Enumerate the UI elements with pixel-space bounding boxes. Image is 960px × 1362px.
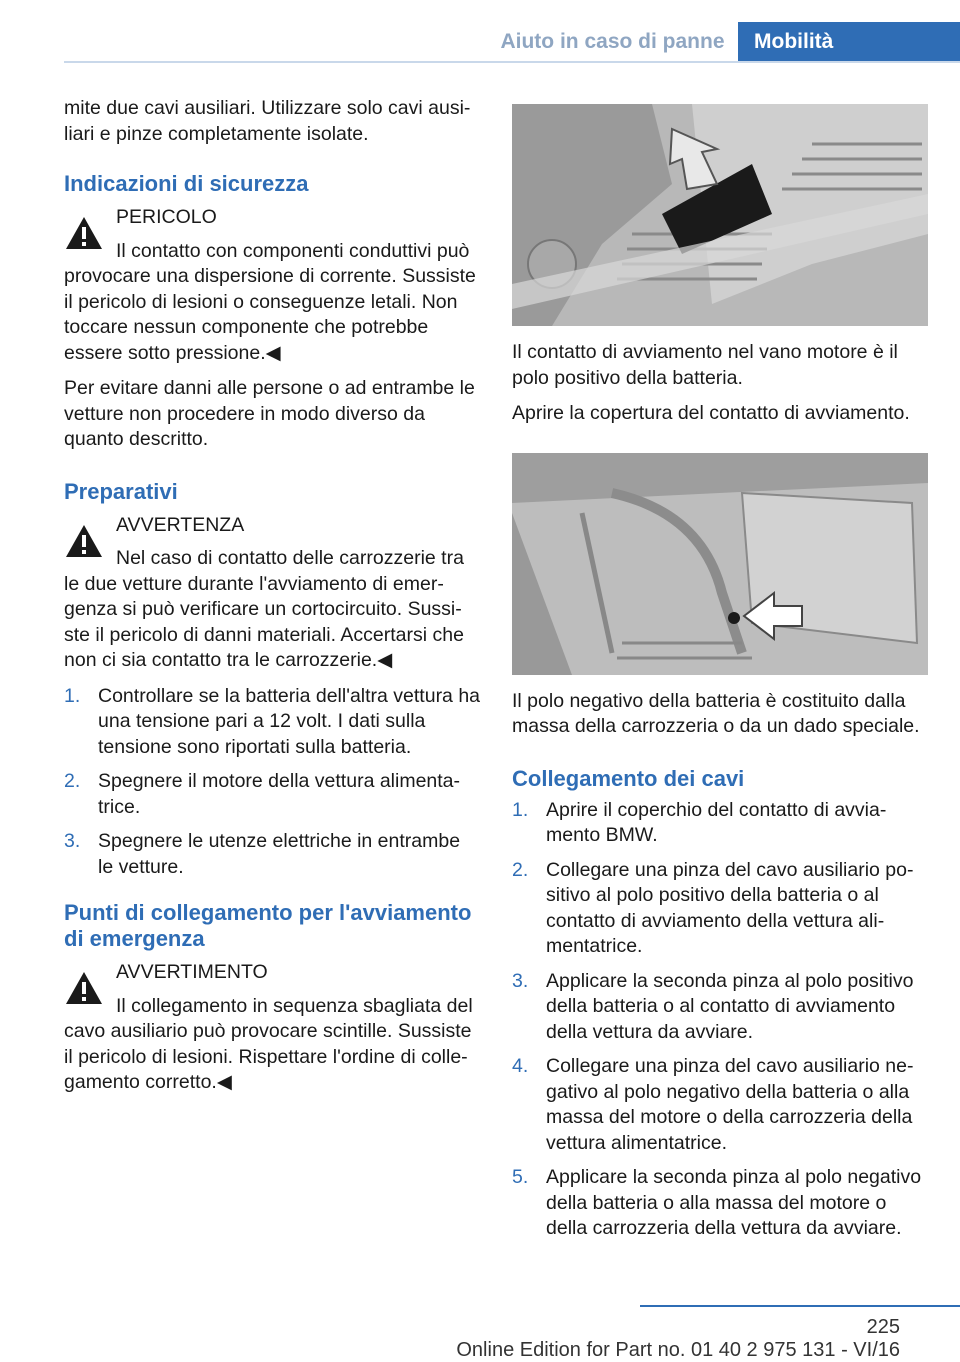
intro-paragraph: mite due cavi ausiliari. Utilizzare solo cavi ausiliari e pinze completamente isolate.	[64, 97, 471, 145]
step-text: Collegare una pinza del cavo ausiliario positivo al polo positivo della batteria o al contatto di avviamento della vettura alimentatrice.	[546, 858, 914, 957]
list-item	[512, 969, 930, 1046]
heading-cable-connection: Collegamento dei cavi	[512, 765, 745, 791]
step-text: Applicare la seconda pinza al polo positivo della batteria o al contatto di avviamento della vettura da avviare.	[546, 969, 914, 1043]
chapter-tab: Mobilità	[738, 22, 960, 62]
caption-negative-terminal: Il polo negativo della batteria è costituito dalla massa della carrozzeria o da un dado speciale.	[512, 689, 920, 737]
step-number: 3.	[512, 969, 529, 992]
list-item	[64, 829, 480, 880]
preparation-steps	[64, 684, 480, 881]
engine-bay-photo-positive	[512, 104, 928, 326]
page-number: 225	[866, 1316, 900, 1338]
footer-divider	[640, 1305, 960, 1307]
warning-title: AVVERTIMENTO	[116, 961, 268, 983]
warning-triangle-icon	[64, 215, 104, 251]
heading-preparation: Preparativi	[64, 478, 178, 504]
section-title: Aiuto in caso di panne	[500, 30, 725, 53]
warning-body: Nel caso di contatto delle carrozzerie tra le due vetture durante l'avviamento di emergenza si può verificare un cortocircuito. Sussiste il pericolo di danni materiali. Accertarsi che non ci sia contatto tra le carrozzerie.◀	[64, 547, 464, 671]
page-header	[0, 0, 960, 62]
step-number: 1.	[64, 684, 81, 707]
negative-ground-image	[512, 453, 928, 675]
edition-note: Online Edition for Part no. 01 40 2 975 131 - VI/16	[456, 1339, 900, 1361]
step-text: Applicare la seconda pinza al polo negativo della batteria o alla massa del motore o della carrozzeria della vettura da avviare.	[546, 1166, 922, 1239]
step-number: 2.	[512, 858, 529, 881]
connection-steps	[512, 798, 930, 1242]
left-column	[64, 96, 480, 1096]
step-text: Spegnere il motore della vettura alimentatrice.	[98, 770, 461, 818]
heading-connection-points: Punti di collegamento per l'avviamento di emergenza	[64, 900, 472, 951]
caption-open-cover: Aprire la copertura del contatto di avviamento.	[512, 402, 910, 424]
heading-safety: Indicazioni di sicurezza	[64, 171, 309, 196]
warning-body: Il collegamento in sequenza sbagliata del cavo ausiliario può provocare scintille. Sussiste il pericolo di lesioni. Rispettare l'ordine di collegamento corretto.◀	[64, 994, 473, 1093]
warning-body: Il contatto con componenti conduttivi può provocare una dispersione di corrente. Sussiste il pericolo di lesioni o conseguenze letali. Non toccare nessun componente che potrebbe essere sotto pressione.◀	[64, 239, 476, 364]
step-text: Spegnere le utenze elettriche in entrambe le vetture.	[98, 830, 461, 878]
jump-start-terminal-image	[512, 104, 928, 326]
right-column	[512, 104, 930, 1251]
step-number: 3.	[64, 830, 81, 852]
step-text: Collegare una pinza del cavo ausiliario negativo al polo negativo della batteria o alla massa del motore o della carrozzeria della vettura alimentatrice.	[546, 1055, 914, 1154]
list-item	[64, 769, 480, 820]
warning-triangle-icon	[64, 970, 104, 1006]
warning-title: AVVERTENZA	[116, 513, 245, 536]
step-number: 5.	[512, 1166, 529, 1188]
list-item	[512, 798, 930, 849]
list-item	[512, 1165, 930, 1242]
engine-bay-photo-negative	[512, 453, 928, 675]
step-number: 2.	[64, 770, 81, 792]
warning-caution	[64, 513, 480, 674]
warning-title: PERICOLO	[116, 206, 217, 228]
safety-paragraph: Per evitare danni alle persone o ad entrambe le vetture non procedere in modo diverso da quanto descritto.	[64, 377, 475, 450]
header-divider	[64, 61, 960, 63]
warning-triangle-icon	[64, 523, 104, 559]
warning-alert	[64, 960, 480, 1096]
step-number: 1.	[512, 798, 529, 821]
list-item	[512, 858, 930, 960]
warning-danger	[64, 205, 480, 366]
step-text: Aprire il coperchio del contatto di avviamento BMW.	[546, 798, 887, 846]
list-item	[64, 684, 480, 761]
list-item	[512, 1054, 930, 1156]
caption-positive-terminal: Il contatto di avviamento nel vano motore è il polo positivo della batteria.	[512, 341, 898, 389]
step-number: 4.	[512, 1055, 529, 1077]
step-text: Controllare se la batteria dell'altra vettura ha una tensione pari a 12 volt. I dati sulla tensione sono riportati sulla batteria.	[98, 684, 481, 758]
